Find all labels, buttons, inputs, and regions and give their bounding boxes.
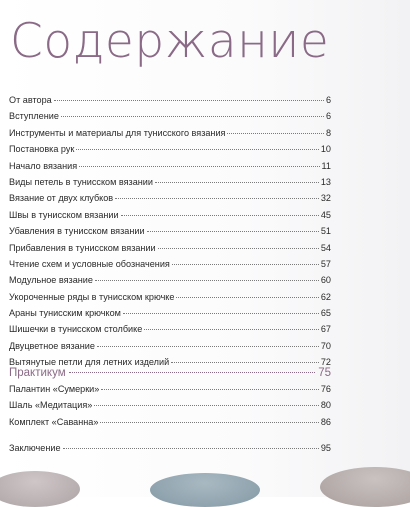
toc-entry — [9, 240, 331, 256]
practicum-heading — [9, 365, 331, 381]
toc-entry-page: 95 — [320, 443, 331, 453]
dot-leader — [69, 372, 316, 373]
toc-entry-page: 60 — [320, 275, 331, 286]
practicum-heading-label: Практикум — [9, 367, 66, 379]
dot-leader — [63, 448, 319, 449]
toc-entry-label: Комплект «Саванна» — [9, 416, 99, 427]
toc-entry — [9, 158, 331, 174]
toc-entry-page: 62 — [320, 291, 331, 302]
toc-entry — [9, 223, 331, 239]
toc-entry-page: 86 — [320, 416, 331, 427]
toc-entry-label: Палантин «Сумерки» — [9, 384, 100, 394]
dot-leader — [97, 346, 319, 347]
dot-leader — [227, 133, 323, 134]
toc-entry — [9, 397, 331, 413]
toc-entry — [9, 92, 331, 108]
toc-entry-label: Вступление — [9, 111, 59, 122]
dot-leader — [121, 215, 319, 216]
toc-entry-page: 10 — [320, 144, 331, 155]
toc-entry-page: 13 — [320, 176, 331, 187]
toc-entry-page: 45 — [320, 209, 331, 220]
toc-entry — [9, 440, 331, 456]
toc-entry-label: Убавления в тунисском вязании — [9, 226, 145, 237]
dot-leader — [144, 329, 319, 330]
toc-entry-page: 8 — [325, 127, 331, 138]
toc-entry-label: От автора — [9, 95, 52, 105]
dot-leader — [171, 362, 319, 363]
toc-entry-label: Шишечки в тунисском столбике — [9, 324, 143, 335]
toc-entry-label: Укороченные ряды в тунисском крючке — [9, 291, 175, 302]
toc-entry-page: 70 — [320, 340, 331, 351]
toc-entry-page: 76 — [320, 384, 331, 394]
toc-entry-label: Араны тунисским крючком — [9, 308, 121, 319]
toc-list — [9, 92, 331, 371]
dot-leader — [95, 280, 319, 281]
yarn-ball-image — [150, 473, 260, 507]
toc-entry — [9, 338, 331, 354]
toc-entry-label: Заключение — [9, 443, 61, 453]
dot-leader — [172, 264, 319, 265]
dot-leader — [61, 116, 324, 117]
toc-entry-label: Инструменты и материалы для тунисского вязания — [9, 127, 226, 138]
toc-entry — [9, 190, 331, 206]
toc-entry-label: Прибавления в тунисском вязании — [9, 242, 156, 253]
toc-entry — [9, 256, 331, 272]
dot-leader — [115, 198, 319, 199]
dot-leader — [176, 297, 318, 298]
toc-entry — [9, 141, 331, 157]
page-title: Содержание — [10, 14, 330, 69]
dot-leader — [158, 248, 319, 249]
toc-entry — [9, 321, 331, 337]
dot-leader — [94, 405, 319, 406]
toc-entry — [9, 125, 331, 141]
toc-entry-page: 72 — [320, 357, 331, 368]
toc-entry — [9, 174, 331, 190]
toc-entry — [9, 305, 331, 321]
yarn-ball-image — [320, 467, 410, 507]
yarn-ball-image — [0, 471, 80, 507]
toc-entry-page: 65 — [320, 308, 331, 319]
toc-entry-page: 51 — [320, 226, 331, 237]
toc-entry-label: Швы в тунисском вязании — [9, 209, 119, 220]
toc-entry-label: Вязание от двух клубков — [9, 193, 114, 204]
toc-entry — [9, 108, 331, 124]
toc-entry-label: Шаль «Медитация» — [9, 400, 93, 411]
dot-leader — [54, 100, 324, 101]
toc-entry-label: Виды петель в тунисском вязании — [9, 176, 153, 187]
toc-entry-label: Вытянутые петли для летних изделий — [9, 357, 170, 368]
toc-entry-page: 11 — [321, 160, 331, 171]
toc-entry-page: 80 — [320, 400, 331, 411]
dot-leader — [79, 166, 319, 167]
toc-entry — [9, 414, 331, 430]
toc-entry-page: 6 — [325, 95, 331, 105]
toc-entry-label: Модульное вязание — [9, 275, 93, 286]
dot-leader — [123, 313, 319, 314]
dot-leader — [76, 149, 318, 150]
toc-entry — [9, 272, 331, 288]
toc-entry-label: Чтение схем и условные обозначения — [9, 258, 170, 269]
toc-entry-page: 57 — [320, 258, 331, 269]
practicum-heading-page: 75 — [318, 367, 331, 379]
toc-entry-label: Постановка рук — [9, 144, 75, 155]
closing-entry-block — [9, 440, 331, 456]
toc-entry-page: 32 — [320, 193, 331, 204]
toc-entry-label: Двуцветное вязание — [9, 340, 95, 351]
dot-leader — [155, 182, 319, 183]
practicum-list — [9, 381, 331, 430]
toc-entry — [9, 289, 331, 305]
toc-entry — [9, 381, 331, 397]
toc-entry-page: 6 — [325, 111, 331, 122]
toc-entry-label: Начало вязания — [9, 160, 78, 171]
dot-leader — [100, 422, 318, 423]
toc-entry-page: 67 — [320, 324, 331, 335]
toc-entry — [9, 207, 331, 223]
dot-leader — [147, 231, 319, 232]
toc-entry-page: 54 — [320, 242, 331, 253]
dot-leader — [101, 389, 319, 390]
